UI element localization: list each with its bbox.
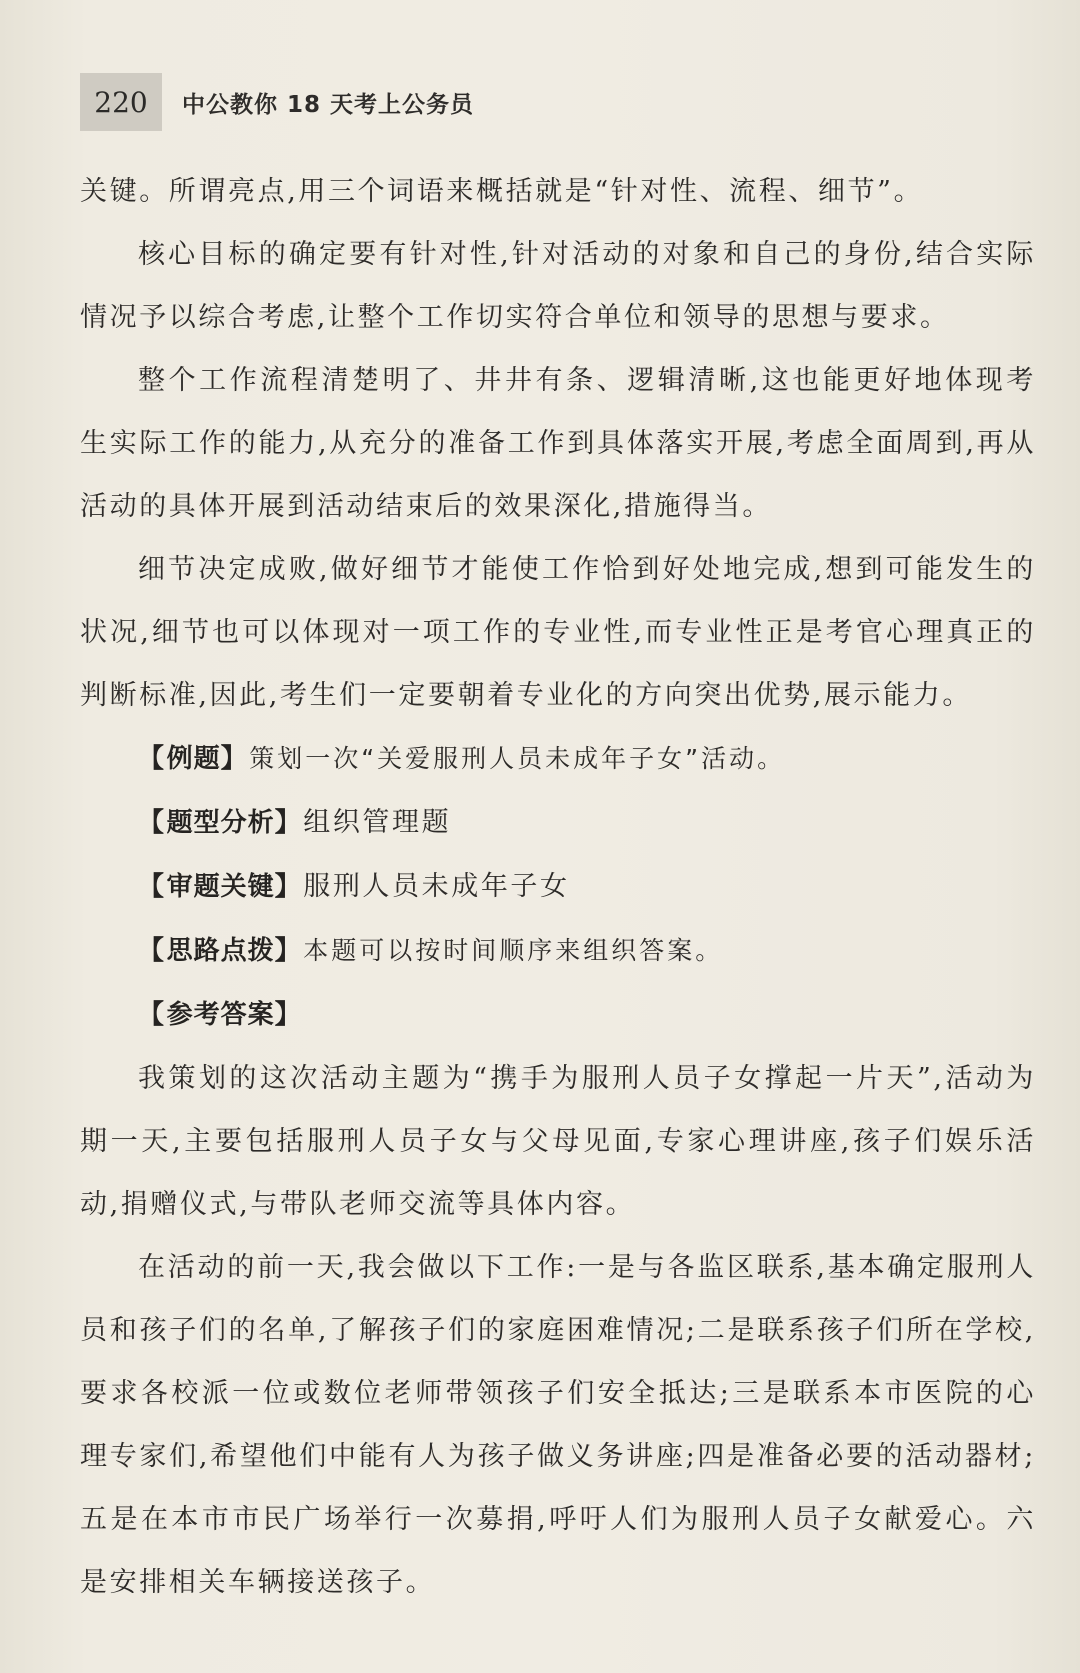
paragraph-answer-preparation: 在活动的前一天,我会做以下工作:一是与各监区联系,基本确定服刑人员和孩子们的名单,了解孩子们的家庭困难情况;二是联系孩子们所在学校,要求各校派一位或数位老师带领孩子们安全抵达;三是联系本市医院的心理专家们,希望他们中能有人为孩子做义务讲座;四是准备必要的活动器材;五是在本市市民广场举行一次募捐,呼吁人们为服刑人员子女献爱心。六是安排相关车辆接送孩子。 bbox=[80, 1252, 1036, 1598]
page-number-box bbox=[80, 73, 162, 131]
type-analysis-text: 组织管理题 bbox=[303, 807, 452, 838]
paragraph-intro-continuation: 关键。所谓亮点,用三个词语来概括就是“针对性、流程、细节”。 bbox=[80, 176, 924, 207]
key-point-line: 【审题关键】服刑人员未成年子女 bbox=[138, 871, 570, 902]
example-line: 【例题】策划一次“关爱服刑人员未成年子女”活动。 bbox=[138, 744, 786, 774]
answer-label: 参考答案 bbox=[166, 1000, 275, 1030]
page-body bbox=[80, 160, 1036, 1614]
key-point-text: 服刑人员未成年子女 bbox=[303, 871, 570, 902]
example-text: 策划一次“关爱服刑人员未成年子女”活动。 bbox=[249, 744, 786, 773]
paragraph-details: 细节决定成败,做好细节才能使工作恰到好处地完成,想到可能发生的状况,细节也可以体现对一项工作的专业性,而专业性正是考官心理真正的判断标准,因此,考生们一定要朝着专业化的方向突出优势,展示能力。 bbox=[80, 554, 1036, 711]
key-point-label: 审题关键 bbox=[166, 872, 275, 902]
approach-label: 思路点拨 bbox=[166, 936, 275, 966]
answer-heading-line: 【参考答案】 bbox=[138, 1000, 304, 1030]
paragraph-core-goal: 核心目标的确定要有针对性,针对活动的对象和自己的身份,结合实际情况予以综合考虑,让整个工作切实符合单位和领导的思想与要求。 bbox=[80, 239, 1036, 333]
page-header bbox=[80, 72, 474, 132]
approach-line: 【思路点拨】本题可以按时间顺序来组织答案。 bbox=[138, 936, 724, 966]
running-title: 中公教你 18 天考上公务员 bbox=[182, 91, 475, 118]
paragraph-answer-theme: 我策划的这次活动主题为“携手为服刑人员子女撑起一片天”,活动为期一天,主要包括服刑人员子女与父母见面,专家心理讲座,孩子们娱乐活动,捐赠仪式,与带队老师交流等具体内容。 bbox=[80, 1063, 1036, 1220]
type-analysis-label: 题型分析 bbox=[166, 808, 275, 838]
example-label: 例题 bbox=[166, 744, 221, 774]
page-number: 220 bbox=[94, 85, 148, 119]
approach-text: 本题可以按时间顺序来组织答案。 bbox=[303, 936, 724, 965]
paragraph-workflow: 整个工作流程清楚明了、井井有条、逻辑清晰,这也能更好地体现考生实际工作的能力,从充分的准备工作到具体落实开展,考虑全面周到,再从活动的具体开展到活动结束后的效果深化,措施得当。 bbox=[80, 365, 1036, 522]
type-analysis-line: 【题型分析】组织管理题 bbox=[138, 807, 452, 838]
